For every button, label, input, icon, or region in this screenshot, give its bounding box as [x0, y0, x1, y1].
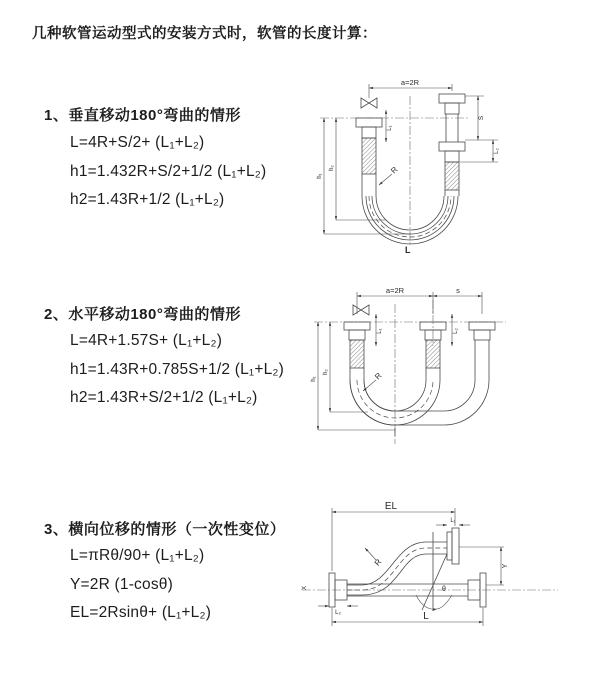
diagram-horizontal-180-bend — [306, 284, 591, 454]
dim-label-el: EL — [384, 501, 398, 512]
formula-line: h2=1.43R+S/2+1/2 (L₁+L₂) — [70, 389, 258, 406]
dim-label-l2: L₂ — [335, 610, 341, 616]
left-hose-fitting — [356, 118, 382, 174]
dim-label-l1: L₁ — [387, 125, 393, 131]
radius-arrow — [365, 548, 376, 560]
left-hose-fitting — [344, 322, 370, 368]
right-hose-fitting — [439, 94, 465, 190]
dim-label-r: R — [373, 371, 384, 382]
right-hose-fitting — [469, 322, 495, 380]
dim-label-r: R — [372, 557, 384, 568]
formula-line: L=4R+S/2+ (L₁+L₂) — [70, 134, 205, 151]
section-1-formulas — [70, 133, 266, 219]
dim-label-l1: L₁ — [450, 518, 456, 524]
formula-line: EL=2Rsinθ+ (L₁+L₂) — [70, 604, 212, 621]
dim-label-h2: h₂ — [329, 165, 335, 171]
dim-label-l2: L₂ — [494, 148, 500, 154]
formula-line: L=4R+1.57S+ (L₁+L₂) — [70, 332, 223, 349]
dim-label-theta: θ — [442, 586, 446, 593]
hose-u-bend — [350, 368, 489, 425]
radius-arrow — [363, 380, 376, 391]
dim-label-l1: L₁ — [377, 328, 383, 334]
dim-label-h1: h₁ — [311, 376, 317, 382]
section-2-formulas — [70, 331, 284, 417]
valve-icon — [353, 305, 369, 315]
section-3-formulas — [70, 546, 211, 632]
section-3-heading: 3、横向位移的情形（一次性变位） — [44, 521, 286, 538]
formula-line: Y=2R (1-cosθ) — [70, 575, 173, 593]
formula-line: L=πRθ/90+ (L₁+L₂) — [70, 547, 205, 564]
dim-label-r: R — [389, 165, 400, 176]
formula-line: h1=1.43R+0.785S+1/2 (L₁+L₂) — [70, 360, 284, 378]
dim-label-s: S — [478, 115, 485, 121]
axis-label-x: X — [302, 585, 308, 591]
page-title: 几种软管运动型式的安装方式时，软管的长度计算： — [32, 26, 377, 42]
dim-label-shift: s — [456, 286, 460, 295]
hose-displaced-position — [347, 528, 459, 595]
middle-hose-fitting — [420, 322, 446, 368]
dim-label-l2: L₂ — [453, 328, 459, 334]
dim-label-length: L — [405, 245, 411, 255]
formula-line: h1=1.432R+S/2+1/2 (L₁+L₂) — [70, 162, 267, 180]
section-2-heading: 2、水平移动180°弯曲的情形 — [44, 306, 241, 323]
section-1-heading: 1、垂直移动180°弯曲的情形 — [44, 107, 241, 124]
dim-label-length: L — [423, 611, 429, 622]
dim-label-y: Y — [502, 563, 509, 569]
dim-label-a2r: a=2R — [400, 78, 420, 87]
dim-label-h2: h₂ — [323, 369, 329, 375]
radius-arrow — [379, 174, 392, 185]
valve-icon — [361, 98, 377, 108]
dim-label-h1: h₁ — [317, 173, 323, 179]
dim-label-a2r: a=2R — [385, 286, 405, 295]
diagram-lateral-displacement — [296, 498, 596, 648]
formula-line: h2=1.43R+1/2 (L₁+L₂) — [70, 191, 225, 208]
diagram-vertical-180-bend — [310, 72, 575, 257]
